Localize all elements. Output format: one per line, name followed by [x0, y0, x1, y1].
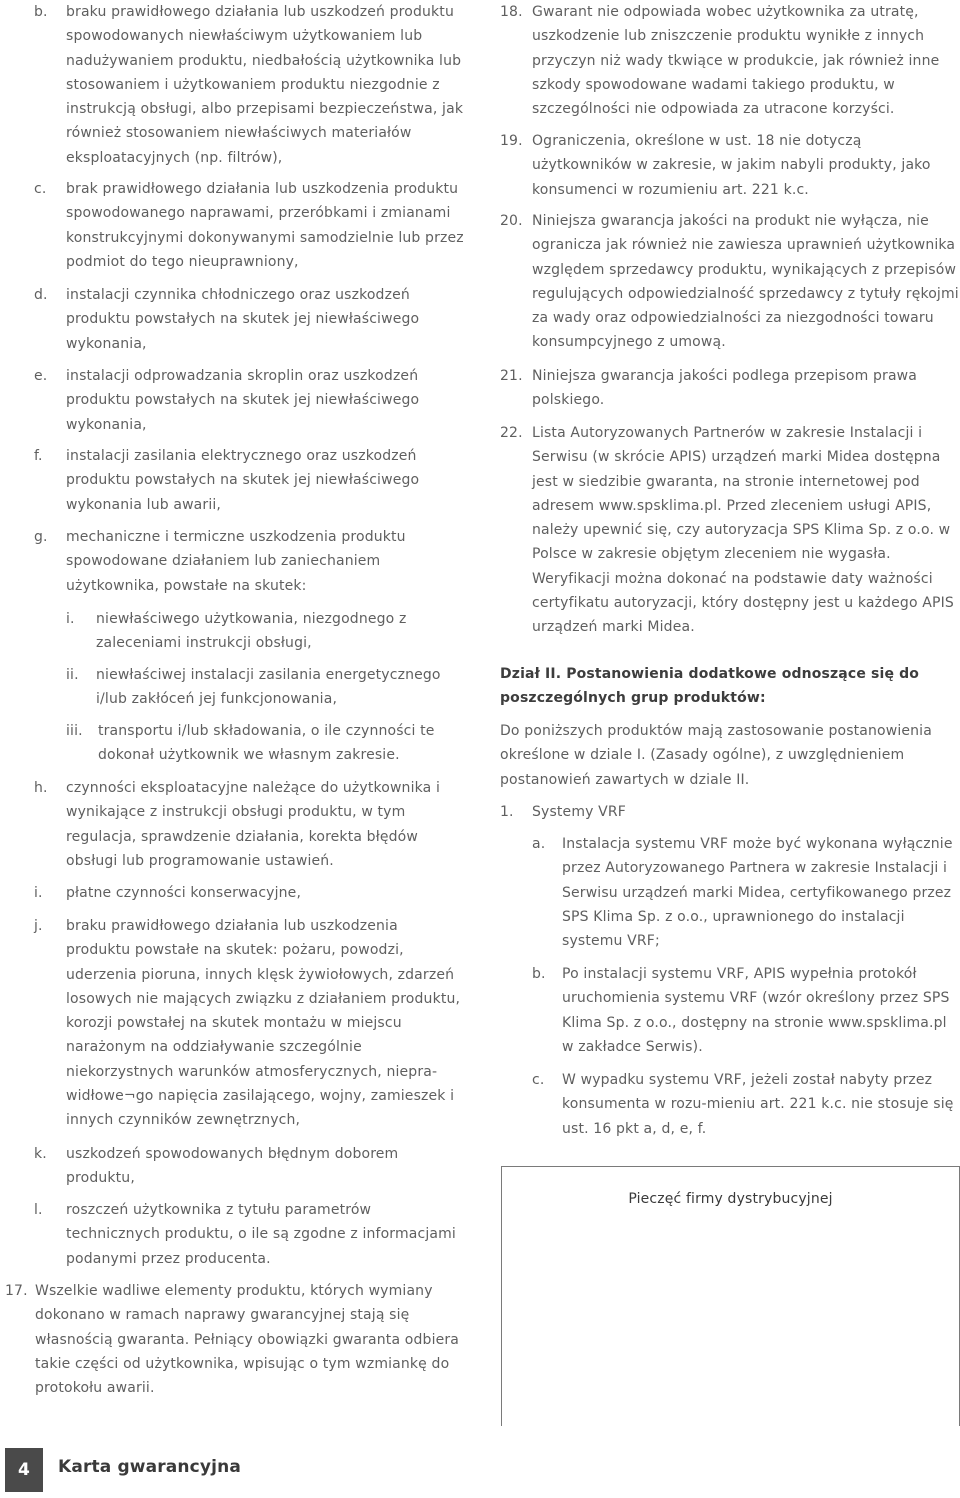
list-marker: g.: [34, 529, 48, 545]
list-marker: d.: [34, 287, 48, 303]
list-marker: f.: [34, 448, 43, 464]
list-text: instalacji czynnika chłodniczego oraz uszkodzeń produktu powstałych na skutek jej niewłaściwego wykonania,: [66, 287, 420, 352]
list-text: mechaniczne i termiczne uszkodzenia produktu spowodowane działaniem lub zaniechaniem użytkownika, powstałe na skutek:: [66, 529, 406, 594]
list-marker: l.: [34, 1202, 43, 1218]
item-number: 18.: [500, 4, 523, 20]
list-text: płatne czynności konserwacyjne,: [66, 885, 302, 901]
list-text: transportu i/lub składowania, o ile czynności te dokonał użytkownik we własnym zakresie.: [98, 723, 435, 764]
list-item: [532, 832, 960, 953]
stamp-box: [501, 1166, 960, 1426]
list-item: [532, 1068, 960, 1141]
numbered-item: [500, 421, 960, 640]
list-text: instalacji zasilania elektrycznego oraz uszkodzeń produktu powstałych na skutek jej niewłaściwego wykonania lub awarii,: [66, 448, 420, 513]
list-marker: i.: [34, 885, 43, 901]
item-text: Niniejsza gwarancja jakości podlega przepisom prawa polskiego.: [532, 368, 918, 409]
list-item: [34, 0, 464, 170]
numbered-item: [500, 800, 960, 824]
list-item: [34, 776, 464, 873]
list-marker: a.: [532, 836, 546, 852]
numbered-item: [500, 129, 960, 202]
list-marker: c.: [34, 181, 47, 197]
list-text: uszkodzeń spowodowanych błędnym doborem produktu,: [66, 1146, 399, 1187]
sub-list-item: [66, 719, 466, 768]
sub-list-item: [66, 607, 466, 656]
section-heading: Dział II. Postanowienia dodatkowe odnoszące się do poszczególnych grup produktów:: [500, 666, 920, 707]
page-number: 4: [5, 1448, 43, 1492]
list-item: [34, 525, 464, 598]
list-text: Instalacja systemu VRF może być wykonana wyłącznie przez Autoryzowanego Partnera w zakresie Instalacji i Serwisu urządzeń marki Midea, certyfikowanego przez SPS Klima Sp. z o.o., uprawnionego do instalacji systemu VRF;: [562, 836, 953, 950]
stamp-label: Pieczęć firmy dystrybucyjnej: [628, 1191, 833, 1207]
list-item: [532, 962, 960, 1059]
numbered-item: [500, 364, 960, 413]
list-text: Po instalacji systemu VRF, APIS wypełnia protokół uruchomienia systemu VRF (wzór określony przez SPS Klima Sp. z o.o., dostępny na stronie www.spsklima.pl w zakładce Serwis).: [562, 966, 950, 1055]
list-marker: k.: [34, 1146, 47, 1162]
list-item: [34, 364, 464, 437]
list-text: brak prawidłowego działania lub uszkodzenia produktu spowodowanego naprawami, przeróbkami i zmianami konstrukcyjnymi dokonywanymi samodzielnie lub przez podmiot do tego nieuprawniony,: [66, 181, 464, 270]
list-marker: j.: [34, 918, 43, 934]
list-item: [34, 881, 464, 905]
list-text: niewłaściwej instalacji zasilania energetycznego i/lub zakłóceń jej funkcjonowania,: [96, 667, 441, 708]
document-title: Karta gwarancyjna: [58, 1457, 241, 1477]
list-item: [34, 283, 464, 356]
item-text: Systemy VRF: [532, 804, 626, 820]
list-text: braku prawidłowego działania lub uszkodzenia produktu powstałe na skutek: pożaru, powodzi, uderzenia pioruna, innych klęsk żywiołowych, zdarzeń losowych nie mających związku z działaniem produktu, korozji powstałej na skutek montażu w miejscu narażonym na oddziaływanie szczególnie niekorzystnych warunków atmosferycznych, niepra-widłowe¬go napięcia zasilającego, wojny, zamieszek i innych czynników zewnętrznych,: [66, 918, 461, 1129]
list-marker: c.: [532, 1072, 545, 1088]
item-number: 17.: [5, 1283, 28, 1299]
list-marker: ii.: [66, 667, 79, 683]
item-text: Wszelkie wadliwe elementy produktu, których wymiany dokonano w ramach naprawy gwarancyjnej stają się własnością gwaranta. Pełniący obowiązki gwaranta odbiera takie części od użytkownika, wpisując o tym wzmiankę do protokołu awarii.: [35, 1283, 460, 1397]
item-number: 21.: [500, 368, 523, 384]
list-item: [34, 177, 464, 274]
list-marker: iii.: [66, 723, 83, 739]
item-text: Niniejsza gwarancja jakości na produkt nie wyłącza, nie ogranicza jak również nie zawiesza uprawnień użytkownika względem sprzedawcy produktu, wynikających z przepisów regulujących odpowiedzialność sprzedawcy z tytuły rękojmi za wady oraz odpowiedzialności za niezgodności towaru konsumpcyjnego z umową.: [532, 213, 959, 351]
list-text: niewłaściwego użytkowania, niezgodnego z zaleceniami instrukcji obsługi,: [96, 611, 407, 652]
numbered-item: [5, 1279, 465, 1400]
list-text: W wypadku systemu VRF, jeżeli został nabyty przez konsumenta w rozu-mieniu art. 221 k.c. nie stosuje się ust. 16 pkt a, d, e, f.: [562, 1072, 954, 1137]
item-text: Ograniczenia, określone w ust. 18 nie dotyczą użytkowników w zakresie, w jakim nabyli produkty, jako konsumenci w rozumieniu art. 221 k.c.: [532, 133, 931, 198]
list-item: [34, 914, 464, 1133]
numbered-item: [500, 209, 960, 355]
list-text: roszczeń użytkownika z tytułu parametrów technicznych produktu, o ile są zgodne z informacjami podanymi przez producenta.: [66, 1202, 456, 1267]
item-text: Gwarant nie odpowiada wobec użytkownika za utratę, uszkodzenie lub zniszczenie produktu wynikłe z innych przyczyn niż wady tkwiące w produkcie, jak również inne szkody spowodowane wadami takiego produktu, w szczególności nie odpowiada za utracone korzyści.: [532, 4, 940, 118]
numbered-item: [500, 0, 960, 121]
list-item: [34, 444, 464, 517]
item-number: 22.: [500, 425, 523, 441]
list-marker: i.: [66, 611, 75, 627]
item-number: 1.: [500, 804, 514, 820]
item-text: Lista Autoryzowanych Partnerów w zakresie Instalacji i Serwisu (w skrócie APIS) urządzeń marki Midea dostępna jest w siedzibie gwaranta, na stronie internetowej pod adresem www.spsklima.pl. Przed zleceniem usługi APIS, należy upewnić się, czy autoryzacja SPS Klima Sp. z o.o. w Polsce w zakresie objętym zleceniem nie wygasła. Weryfikacji można dokonać na podstawie daty ważności certyfikatu autoryzacji, który dostępny jest u każdego APIS urządzeń marki Midea.: [532, 425, 954, 636]
list-marker: h.: [34, 780, 48, 796]
list-item: [34, 1198, 464, 1271]
list-marker: b.: [34, 4, 48, 20]
list-item: [34, 1142, 464, 1191]
list-marker: e.: [34, 368, 48, 384]
list-text: czynności eksploatacyjne należące do użytkownika i wynikające z instrukcji obsługi produktu, w tym regulacja, sprawdzenie działania, korekta błędów obsługi lub programowanie ustawień.: [66, 780, 440, 869]
list-text: instalacji odprowadzania skroplin oraz uszkodzeń produktu powstałych na skutek jej niewłaściwego wykonania,: [66, 368, 420, 433]
section-intro: Do poniższych produktów mają zastosowanie postanowienia określone w dziale I. (Zasady ogólne), z uwzględnieniem postanowień zawartych w dziale II.: [500, 723, 932, 788]
sub-list-item: [66, 663, 466, 712]
item-number: 19.: [500, 133, 523, 149]
list-text: braku prawidłowego działania lub uszkodzeń produktu spowodowanych niewłaściwym użytkowaniem lub nadużywaniem produktu, niedbałością użytkownika lub stosowaniem i użytkowaniem produktu niezgodnie z instrukcją obsługi, albo przepisami bezpieczeństwa, jak również stosowaniem niewłaściwych materiałów eksploatacyjnych (np. filtrów),: [66, 4, 464, 166]
item-number: 20.: [500, 213, 523, 229]
list-marker: b.: [532, 966, 546, 982]
